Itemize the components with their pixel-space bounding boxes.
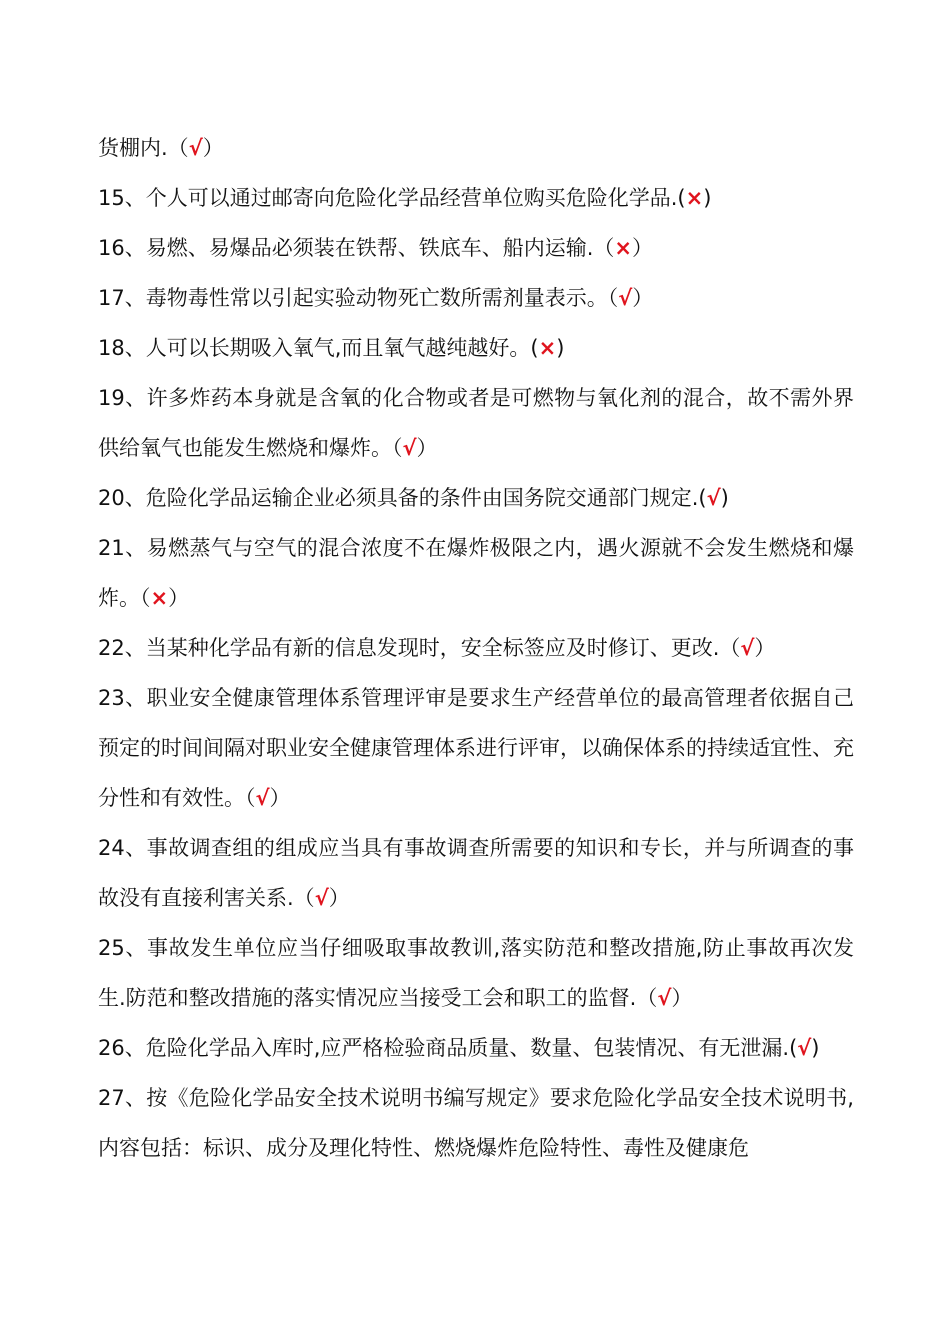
list-item [98,1023,854,1073]
answer-mark: √ [706,486,721,510]
list-item [98,923,854,1023]
list-item [98,173,854,223]
answer-mark: × [614,236,633,260]
item-tail: ） [202,136,224,160]
answer-mark: √ [188,136,203,160]
item-tail: ） [328,886,350,910]
item-tail: ） [754,636,776,660]
list-item [98,323,854,373]
list-item [98,623,854,673]
item-tail: ) [720,486,729,510]
item-tail: ) [703,186,712,210]
item-text: 19、许多炸药本身就是含氧的化合物或者是可燃物与氧化剂的混合，故不需外界供给氧气也能发生燃烧和爆炸。（ [98,386,854,460]
answer-mark: √ [314,886,329,910]
item-text: 货棚内.（ [98,136,189,160]
list-item [98,373,854,473]
answer-mark: × [150,586,169,610]
item-tail: ） [632,286,654,310]
list-item [98,123,854,173]
answer-mark: × [685,186,704,210]
list-item [98,273,854,323]
list-item [98,823,854,923]
item-text: 27、按《危险化学品安全技术说明书编写规定》要求危险化学品安全技术说明书,内容包括：标识、成分及理化特性、燃烧爆炸危险特性、毒性及健康危 [98,1086,854,1160]
answer-mark: √ [657,986,672,1010]
list-item [98,523,854,623]
item-text: 15、个人可以通过邮寄向危险化学品经营单位购买危险化学品.( [98,186,686,210]
item-text: 26、危险化学品入库时,应严格检验商品质量、数量、包装情况、有无泄漏.( [98,1036,798,1060]
list-item [98,673,854,823]
item-text: 20、危险化学品运输企业必须具备的条件由国务院交通部门规定.( [98,486,707,510]
list-item [98,1073,854,1173]
item-text: 17、毒物毒性常以引起实验动物死亡数所需剂量表示。（ [98,286,619,310]
answer-mark: √ [740,636,755,660]
answer-mark: × [538,336,557,360]
document-body [98,123,854,1173]
item-text: 16、易燃、易爆品必须装在铁帮、铁底车、船内运输.（ [98,236,615,260]
item-tail: ） [671,986,693,1010]
item-tail: ） [269,786,291,810]
item-text: 24、事故调查组的组成应当具有事故调查所需要的知识和专长，并与所调查的事故没有直接利害关系.（ [98,836,854,910]
item-text: 18、人可以长期吸入氧气,而且氧气越纯越好。( [98,336,539,360]
item-text: 21、易燃蒸气与空气的混合浓度不在爆炸极限之内，遇火源就不会发生燃烧和爆炸。（ [98,536,854,610]
item-text: 22、当某种化学品有新的信息发现时，安全标签应及时修订、更改.（ [98,636,741,660]
answer-mark: √ [402,436,417,460]
item-tail: ） [416,436,438,460]
item-tail: ） [168,586,190,610]
list-item [98,223,854,273]
item-text: 25、事故发生单位应当仔细吸取事故教训,落实防范和整改措施,防止事故再次发生.防范和整改措施的落实情况应当接受工会和职工的监督.（ [98,936,854,1010]
item-tail: ) [556,336,565,360]
list-item [98,473,854,523]
answer-mark: √ [797,1036,812,1060]
answer-mark: √ [255,786,270,810]
item-tail: ) [811,1036,820,1060]
answer-mark: √ [618,286,633,310]
item-text: 23、职业安全健康管理体系管理评审是要求生产经营单位的最高管理者依据自己预定的时间间隔对职业安全健康管理体系进行评审，以确保体系的持续适宜性、充分性和有效性。（ [98,686,854,810]
item-tail: ） [632,236,654,260]
